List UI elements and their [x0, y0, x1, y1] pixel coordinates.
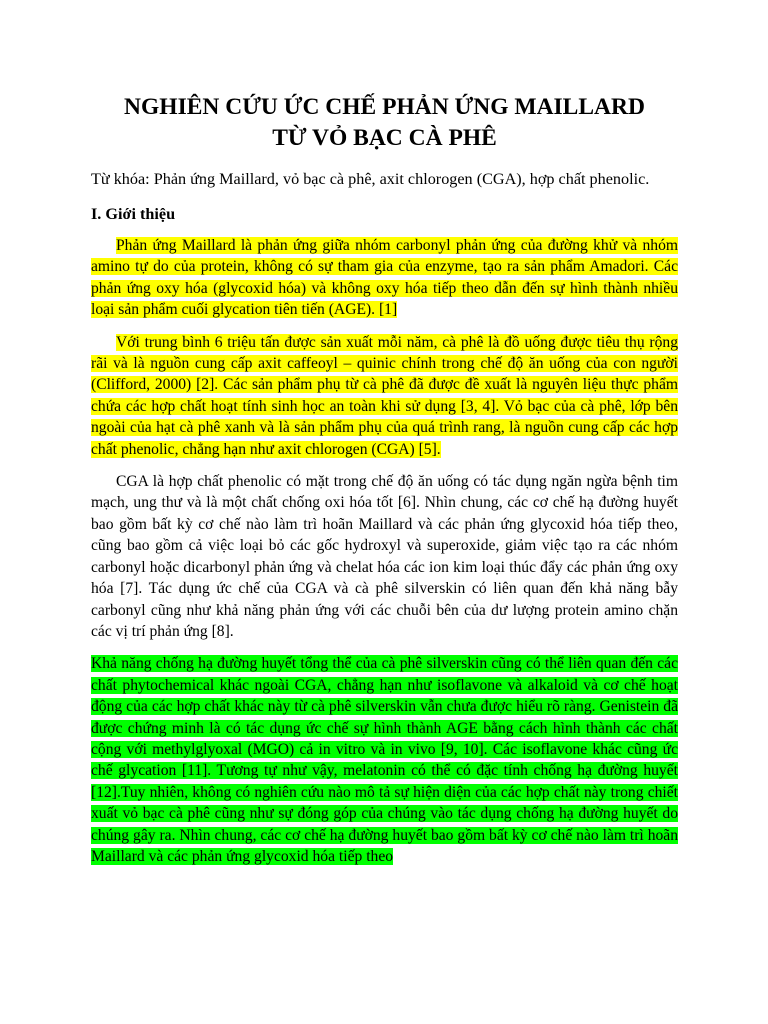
title-line-1: NGHIÊN CỨU ỨC CHẾ PHẢN ỨNG MAILLARD — [124, 94, 645, 120]
paragraph-2 — [91, 332, 678, 460]
paragraph-4-text: Khả năng chống hạ đường huyết tổng thể của cà phê silverskin cũng có thể liên quan đến các chất phytochemical khác ngoài CGA, chẳng hạn như isoflavone và alkaloid và cơ chế hoạt động của các hợp chất khác này từ cà phê silverskin vẫn chưa được hiểu rõ ràng. Genistein đã được chứng minh là có tác dụng ức chế sự hình thành AGE bằng cách hình thành các chất cộng với methylglyoxal (MGO) cả in vitro và in vivo [9, 10]. Các isoflavone khác cũng ức chế glycation [11]. Tương tự như vậy, melatonin có thể có đặc tính chống hạ đường huyết [12].Tuy nhiên, không có nghiên cứu nào mô tả sự hiện diện của các hợp chất này trong chiết xuất vỏ bạc cà phê cũng như sự đóng góp của chúng vào tác dụng chống hạ đường huyết do chúng gây ra. Nhìn chung, các cơ chế hạ đường huyết bao gồm bất kỳ cơ chế nào làm trì hoãn Maillard và các phản ứng glycoxid hóa tiếp theo — [91, 655, 678, 865]
paragraph-4 — [91, 653, 678, 867]
paragraph-1 — [91, 235, 678, 321]
paragraph-2-text: Với trung bình 6 triệu tấn được sản xuất mỗi năm, cà phê là đồ uống được tiêu thụ rộng rãi và là nguồn cung cấp axit caffeoyl – quinic chính trong chế độ ăn uống của con người (Clifford, 2000) [2]. Các sản phẩm phụ từ cà phê đã được đề xuất là nguyên liệu thực phẩm chứa các hợp chất hoạt tính sinh học an toàn khi sử dụng [3, 4]. Vỏ bạc của cà phê, lớp bên ngoài của hạt cà phê xanh và là sản phẩm phụ của quá trình rang, là nguồn cung cấp các hợp chất phenolic, chẳng hạn như axit chlorogen (CGA) [5]. — [91, 333, 678, 458]
keywords-line: Từ khóa: Phản ứng Maillard, vỏ bạc cà phê, axit chlorogen (CGA), hợp chất phenolic. — [91, 170, 650, 188]
paragraph-1-text: Phản ứng Maillard là phản ứng giữa nhóm carbonyl phản ứng của đường khử và nhóm amino tự do của protein, không có sự tham gia của enzyme, tạo ra sản phẩm Amadori. Các phản ứng oxy hóa (glycoxid hóa) và không oxy hóa tiếp theo dẫn đến sự hình thành nhiều loại sản phẩm cuối glycation tiên tiến (AGE). [1] — [91, 237, 678, 319]
paragraph-3 — [91, 471, 678, 642]
document-title — [91, 92, 678, 154]
document-body — [91, 92, 678, 867]
paragraph-3-text: CGA là hợp chất phenolic có mặt trong chế độ ăn uống có tác dụng ngăn ngừa bệnh tim mạch, ung thư và là một chất chống oxi hóa tốt [6]. Nhìn chung, các cơ chế hạ đường huyết bao gồm bất kỳ cơ chế nào làm trì hoãn Maillard và các phản ứng glycoxid hóa tiếp theo, cũng bao gồm cả việc loại bỏ các gốc hydroxyl và superoxide, giảm việc tạo ra các nhóm carbonyl hoặc dicarbonyl phản ứng và chelat hóa các ion kim loại thúc đẩy các phản ứng oxy hóa [7]. Tác dụng ức chế của CGA và cà phê silverskin có liên quan đến khả năng bẫy carbonyl cũng như khả năng phản ứng với các chuỗi bên của dư lượng protein amino chặn các vị trí phản ứng [8]. — [91, 473, 678, 640]
title-line-2: TỪ VỎ BẠC CÀ PHÊ — [272, 125, 497, 151]
section-heading: I. Giới thiệu — [91, 205, 176, 223]
